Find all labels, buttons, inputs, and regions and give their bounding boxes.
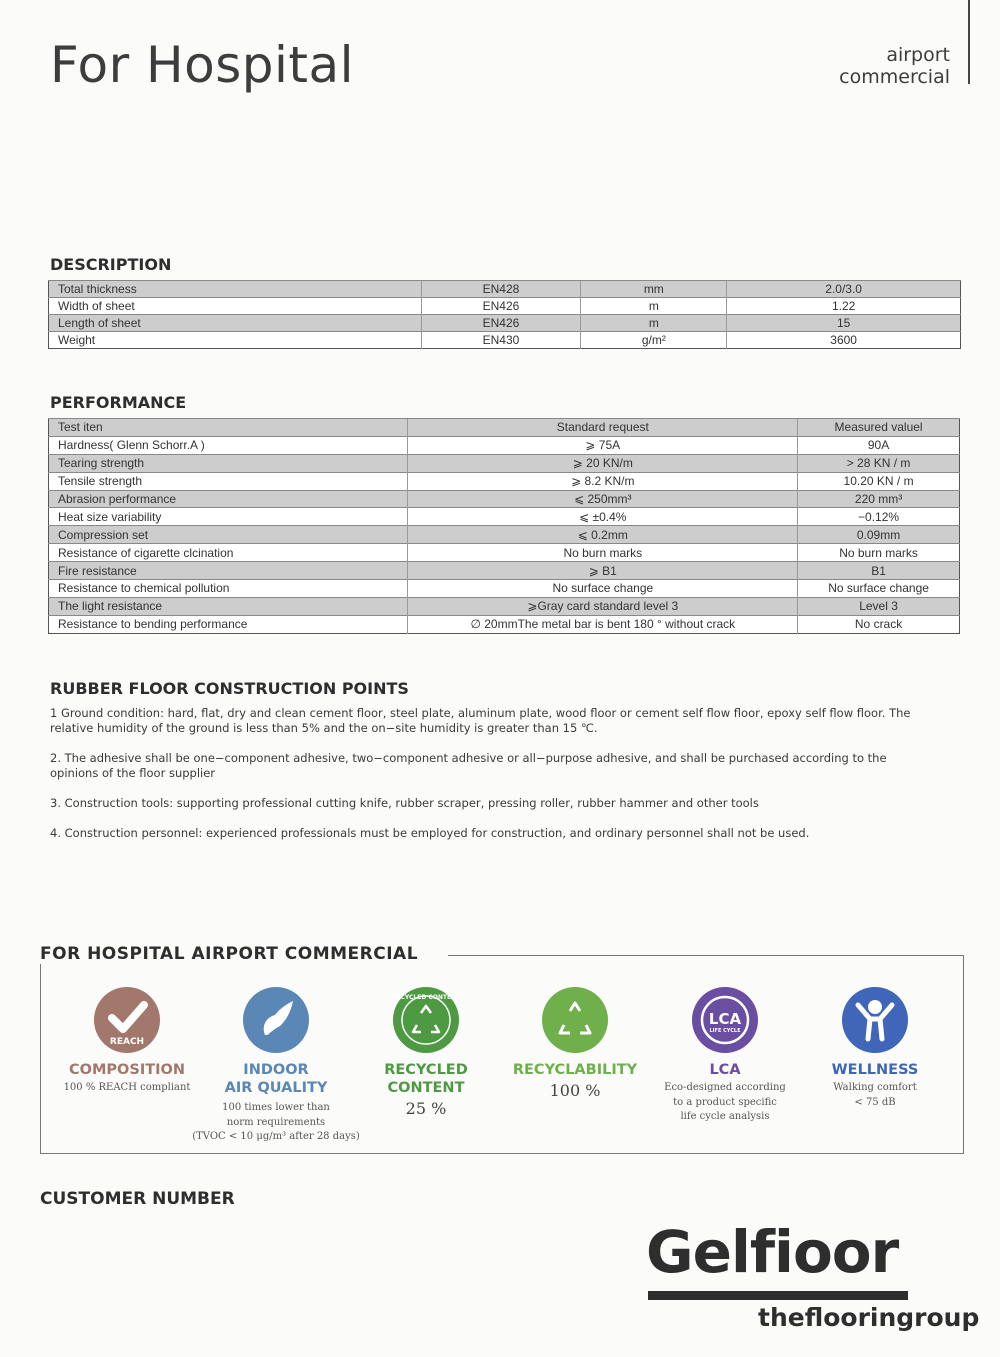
reach-checkmark-icon [92,985,162,1055]
performance-cell: 90A [798,436,960,454]
recycled-content-icon [391,985,461,1055]
description-cell: 1.22 [727,298,961,315]
description-table [48,280,961,349]
feature-recyclability [490,985,660,1100]
performance-cell: Standard request [408,419,798,437]
performance-cell: ⩽ 250mm³ [408,490,798,508]
feature-title: RECYCLED [384,1062,468,1078]
reach-icon-label: REACH [109,1037,145,1047]
construction-point: 2. The adhesive shall be one−component adhesive, two−component adhesive or all−purpose adhesive, and shall be purchased according to the opinions of the floor supplier [50,751,887,780]
performance-row [49,436,960,454]
feature-title: WELLNESS [831,1062,919,1078]
feature-value: 100 % [549,1081,601,1100]
performance-cell: ⩾ 8.2 KN/m [408,472,798,490]
feature-desc: Eco-designed according to a product specific life cycle analysis [664,1082,786,1122]
brand-tagline: theflooringroup [758,1303,980,1332]
feature-indoor-air-quality [191,985,361,1145]
feature-title: RECYCLABILITY [512,1062,638,1078]
performance-cell: Compression set [49,526,408,544]
feature-title: INDOOR [243,1062,309,1078]
person-icon [840,985,910,1055]
feature-desc: 100 times lower than norm requirements (TVOC < 10 μg/m³ after 28 days) [192,1102,360,1142]
performance-row [49,454,960,472]
performance-cell: Fire resistance [49,562,408,580]
header-tags [839,44,950,88]
performance-cell: No crack [798,615,960,633]
feature-desc: Walking comfort < 75 dB [833,1082,917,1108]
feature-composition [42,985,212,1096]
performance-cell: 0.09mm [798,526,960,544]
brand-logo-bar [648,1291,908,1300]
lca-icon [690,985,760,1055]
performance-cell: No burn marks [408,544,798,562]
construction-point: 1 Ground condition: hard, flat, dry and clean cement floor, steel plate, aluminum plate, wood floor or cement self flow floor, epoxy self flow floor. The relative humidity of the ground is less than 5% and the on−site humidity is greater than 15 ℃. [50,706,911,735]
customer-number-label: CUSTOMER NUMBER [40,1189,235,1209]
performance-cell: No burn marks [798,544,960,562]
performance-cell: −0.12% [798,508,960,526]
performance-table [48,418,960,634]
performance-cell: ⩽ ±0.4% [408,508,798,526]
description-cell: Width of sheet [49,298,422,315]
performance-cell: ⩽ 0.2mm [408,526,798,544]
description-cell: 3600 [727,332,961,349]
features-box-top-border [448,955,964,956]
performance-row [49,508,960,526]
butterfly-icon [241,985,311,1055]
lca-icon-label: LCA [708,1010,742,1028]
description-cell: EN428 [421,281,581,298]
performance-cell: Resistance of cigarette clcination [49,544,408,562]
description-cell: Length of sheet [49,315,422,332]
header-divider [968,0,970,84]
performance-cell: Resistance to chemical pollution [49,580,408,598]
lca-icon-sublabel: LIFE CYCLE [709,1028,741,1034]
performance-heading: PERFORMANCE [50,393,187,412]
performance-cell: No surface change [798,580,960,598]
performance-cell: 220 mm³ [798,490,960,508]
brand-logo: Gelfioor [646,1218,899,1286]
feature-desc: 100 % REACH compliant [63,1082,191,1093]
performance-row [49,490,960,508]
performance-cell: 10.20 KN / m [798,472,960,490]
description-cell: 15 [727,315,961,332]
page-title: For Hospital [50,36,355,94]
performance-cell: Test iten [49,419,408,437]
performance-cell: Abrasion performance [49,490,408,508]
feature-title: LCA [709,1062,741,1078]
description-row [49,281,961,298]
features-heading: FOR HOSPITAL AIRPORT COMMERCIAL [40,944,426,964]
performance-cell: B1 [798,562,960,580]
performance-cell: Tearing strength [49,454,408,472]
performance-cell: > 28 KN / m [798,454,960,472]
description-heading: DESCRIPTION [50,255,172,274]
performance-cell: Heat size variability [49,508,408,526]
feature-lca [640,985,810,1125]
construction-heading: RUBBER FLOOR CONSTRUCTION POINTS [50,679,409,698]
description-cell: g/m² [581,332,727,349]
description-cell: EN430 [421,332,581,349]
description-cell: mm [581,281,727,298]
feature-title-line2: CONTENT [387,1080,465,1096]
performance-row [49,526,960,544]
feature-wellness [790,985,960,1110]
description-cell: m [581,298,727,315]
performance-cell: Hardness( Glenn Schorr.A ) [49,436,408,454]
performance-cell: ⩾ B1 [408,562,798,580]
performance-row [49,472,960,490]
feature-recycled-content [341,985,511,1118]
tag-commercial: commercial [839,66,950,88]
recycle-icon [540,985,610,1055]
performance-row [49,544,960,562]
tag-airport: airport [886,44,950,66]
construction-point: 4. Construction personnel: experienced professionals must be employed for construction, and ordinary personnel shall not be used. [50,826,810,840]
performance-row [49,580,960,598]
performance-cell: The light resistance [49,597,408,615]
construction-point: 3. Construction tools: supporting professional cutting knife, rubber scraper, pressing roller, rubber hammer and other tools [50,796,759,810]
construction-points [50,706,920,856]
performance-cell: Resistance to bending performance [49,615,408,633]
recycled-icon-label: RECYCLED CONTENT [391,994,461,1001]
description-cell: EN426 [421,298,581,315]
description-cell: Weight [49,332,422,349]
description-cell: 2.0/3.0 [727,281,961,298]
performance-cell: ⩾ 75A [408,436,798,454]
description-cell: Total thickness [49,281,422,298]
performance-cell: ⩾Gray card standard level 3 [408,597,798,615]
feature-title: COMPOSITION [69,1062,185,1078]
performance-cell: Tensile strength [49,472,408,490]
performance-cell: No surface change [408,580,798,598]
performance-cell: ⩾ 20 KN/m [408,454,798,472]
description-cell: m [581,315,727,332]
performance-row [49,562,960,580]
performance-cell: Level 3 [798,597,960,615]
description-row [49,332,961,349]
performance-row [49,597,960,615]
performance-cell: Measured valuel [798,419,960,437]
description-row [49,315,961,332]
performance-row [49,615,960,633]
performance-cell: ∅ 20mmThe metal bar is bent 180 ° without crack [408,615,798,633]
performance-row [49,419,960,437]
feature-value: 25 % [405,1099,447,1118]
description-cell: EN426 [421,315,581,332]
description-row [49,298,961,315]
feature-title-line2: AIR QUALITY [224,1080,328,1096]
